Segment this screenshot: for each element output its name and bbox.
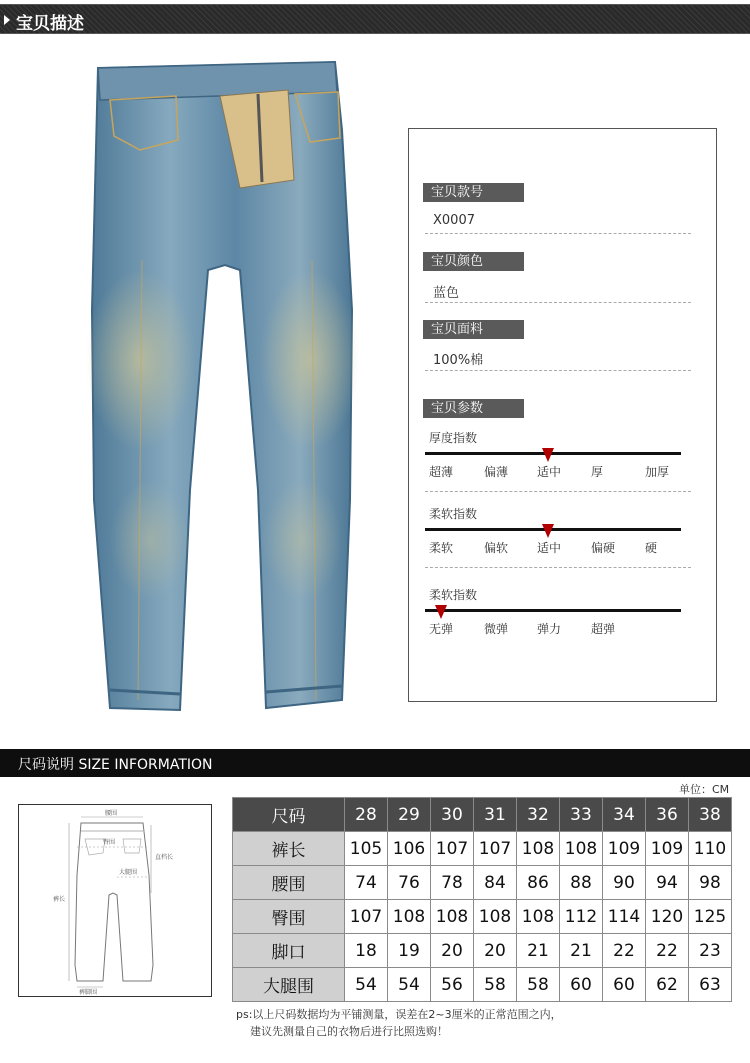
elasticity-option: 无弹: [429, 622, 454, 636]
thickness-marker-icon: [542, 448, 554, 462]
section-header-bar: [0, 4, 750, 34]
color-label: 宝贝颜色: [423, 252, 524, 271]
table-cell: 22: [646, 934, 689, 968]
table-cell: 108: [474, 900, 517, 934]
table-cell: 90: [603, 866, 646, 900]
elasticity-option: 微弹: [484, 622, 509, 636]
table-cell: 18: [345, 934, 388, 968]
table-row: [233, 968, 732, 1002]
row-label: 大腿围: [233, 968, 345, 1002]
table-cell: 112: [560, 900, 603, 934]
table-cell: 78: [431, 866, 474, 900]
table-cell: 105: [345, 832, 388, 866]
softness-option: 适中: [537, 541, 562, 555]
softness-option: 柔软: [429, 541, 454, 555]
table-cell: 63: [689, 968, 732, 1002]
table-cell: 110: [689, 832, 732, 866]
thickness-option: 厚: [591, 465, 604, 479]
divider: [425, 233, 691, 234]
table-cell: 56: [431, 968, 474, 1002]
table-row: [233, 900, 732, 934]
diagram-hip-label: 臀围: [103, 839, 116, 846]
table-cell: 58: [517, 968, 560, 1002]
row-label: 臀围: [233, 900, 345, 934]
table-cell: 108: [517, 900, 560, 934]
table-cell: 98: [689, 866, 732, 900]
triangle-icon: [4, 15, 10, 25]
product-info-panel: [408, 128, 717, 702]
table-cell: 62: [646, 968, 689, 1002]
row-label: 裤长: [233, 832, 345, 866]
table-row: [233, 866, 732, 900]
elasticity-option: 弹力: [537, 622, 562, 636]
table-cell: 54: [345, 968, 388, 1002]
size-info-bar: [0, 749, 750, 777]
table-cell: 88: [560, 866, 603, 900]
softness-option: 偏硬: [591, 541, 616, 555]
table-cell: 20: [431, 934, 474, 968]
row-label: 腰围: [233, 866, 345, 900]
table-cell: 74: [345, 866, 388, 900]
table-row: [233, 934, 732, 968]
table-cell: 94: [646, 866, 689, 900]
table-cell: 108: [560, 832, 603, 866]
table-cell: 21: [560, 934, 603, 968]
diagram-rise-label: 直档长: [155, 854, 174, 861]
table-cell: 22: [603, 934, 646, 968]
table-cell: 58: [474, 968, 517, 1002]
size-cell: 36: [646, 798, 689, 832]
size-cell: 29: [388, 798, 431, 832]
thickness-option: 偏薄: [484, 465, 509, 479]
thickness-index-label: 厚度指数: [429, 431, 478, 445]
elasticity-marker-icon: [435, 605, 447, 619]
table-cell: 120: [646, 900, 689, 934]
table-cell: 21: [517, 934, 560, 968]
elasticity-scale: [425, 609, 681, 612]
table-cell: 23: [689, 934, 732, 968]
size-cell: 33: [560, 798, 603, 832]
diagram-waist-label: 腰围: [105, 810, 118, 817]
table-cell: 107: [431, 832, 474, 866]
measurement-diagram: [18, 804, 212, 997]
style-number-value: X0007: [433, 213, 475, 228]
size-info-title: 尺码说明 SIZE INFORMATION: [18, 757, 213, 773]
section-title: 宝贝描述: [16, 14, 84, 34]
table-cell: 125: [689, 900, 732, 934]
table-cell: 106: [388, 832, 431, 866]
table-cell: 60: [603, 968, 646, 1002]
table-cell: 108: [517, 832, 560, 866]
measurement-note: 建议先测量自己的衣物后进行比照选购！: [250, 1025, 448, 1038]
table-cell: 109: [603, 832, 646, 866]
size-cell: 31: [474, 798, 517, 832]
diagram-length-label: 裤长: [53, 896, 66, 903]
size-cell: 34: [603, 798, 646, 832]
table-header-label: 尺码: [233, 798, 345, 832]
params-label: 宝贝参数: [423, 399, 524, 418]
jeans-product-image: [80, 60, 370, 725]
table-cell: 108: [388, 900, 431, 934]
softness-option: 硬: [645, 541, 658, 555]
color-value: 蓝色: [433, 286, 460, 301]
table-cell: 84: [474, 866, 517, 900]
divider: [425, 302, 691, 303]
table-cell: 114: [603, 900, 646, 934]
softness-marker-icon: [542, 524, 554, 538]
elasticity-option: 超弹: [591, 622, 616, 636]
table-cell: 109: [646, 832, 689, 866]
fabric-value: 100%棉: [433, 353, 484, 368]
unit-label: 单位：CM: [679, 783, 730, 796]
softness-index-label: 柔软指数: [429, 507, 478, 521]
table-cell: 19: [388, 934, 431, 968]
size-table: [232, 797, 732, 1002]
row-label: 脚口: [233, 934, 345, 968]
thickness-option: 超薄: [429, 465, 454, 479]
softness-option: 偏软: [484, 541, 509, 555]
table-header-row: [233, 798, 732, 832]
thickness-option: 加厚: [645, 465, 670, 479]
pants-outline-icon: [19, 805, 211, 996]
table-cell: 20: [474, 934, 517, 968]
table-row: [233, 832, 732, 866]
elasticity-index-label: 柔软指数: [429, 588, 478, 602]
size-cell: 38: [689, 798, 732, 832]
diagram-hem-label: 裤脚围: [79, 989, 98, 996]
fabric-label: 宝贝面料: [423, 320, 524, 339]
diagram-thigh-label: 大腿围: [119, 869, 138, 876]
size-cell: 32: [517, 798, 560, 832]
size-cell: 30: [431, 798, 474, 832]
size-cell: 28: [345, 798, 388, 832]
table-cell: 107: [345, 900, 388, 934]
table-cell: 60: [560, 968, 603, 1002]
measurement-note: ps:以上尺码数据均为平铺测量，误差在2~3厘米的正常范围之内，: [236, 1008, 562, 1021]
divider: [425, 567, 691, 568]
thickness-option: 适中: [537, 465, 562, 479]
table-cell: 76: [388, 866, 431, 900]
table-cell: 108: [431, 900, 474, 934]
table-cell: 54: [388, 968, 431, 1002]
divider: [425, 370, 691, 371]
divider: [425, 491, 691, 492]
style-number-label: 宝贝款号: [423, 183, 524, 202]
table-cell: 86: [517, 866, 560, 900]
table-cell: 107: [474, 832, 517, 866]
